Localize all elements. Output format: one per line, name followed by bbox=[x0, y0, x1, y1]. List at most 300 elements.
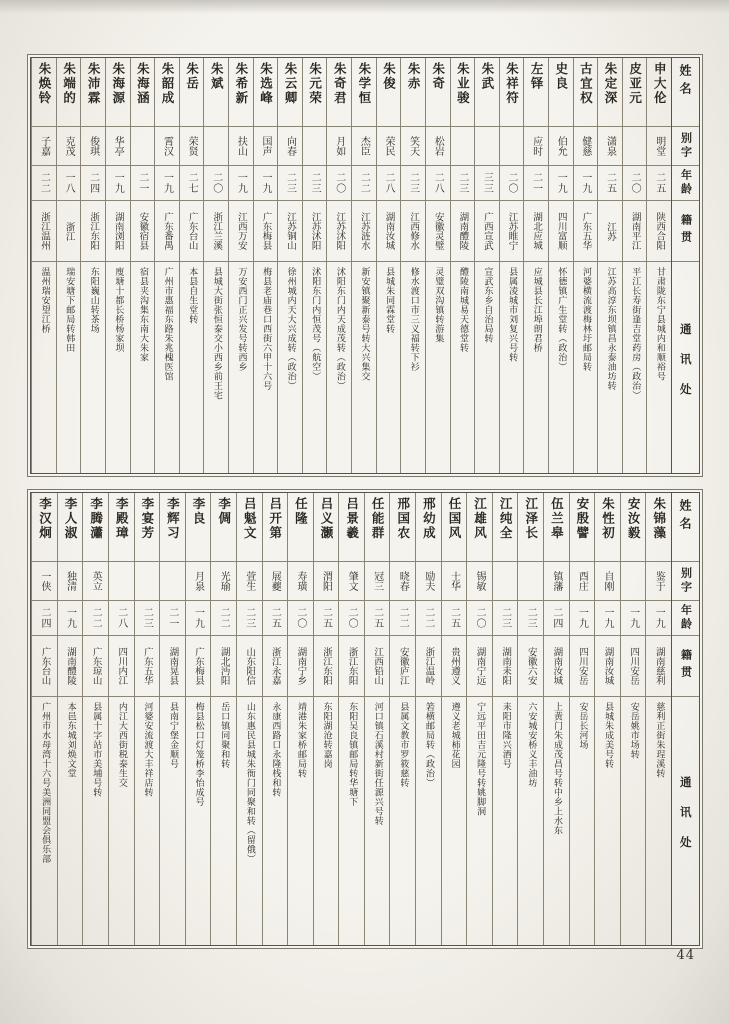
zi-cell bbox=[339, 562, 364, 601]
age-text: 二四 bbox=[87, 172, 99, 194]
age-text: 二五 bbox=[269, 607, 281, 629]
addr-text: 梅县松口灯笼桥李怡成号 bbox=[193, 702, 204, 807]
name-cell bbox=[229, 58, 253, 127]
person-column bbox=[364, 493, 390, 945]
native-cell bbox=[574, 201, 598, 262]
zi-cell bbox=[426, 127, 450, 166]
native-cell bbox=[598, 201, 622, 262]
native-text: 湖南晃县 bbox=[167, 647, 179, 685]
age-cell bbox=[155, 166, 179, 201]
addr-text: 永康西路口永隆栈和转 bbox=[270, 702, 281, 797]
age-text: 二一 bbox=[166, 607, 178, 629]
addr-cell bbox=[518, 697, 543, 945]
addr-text: 本县自生堂转 bbox=[187, 267, 198, 324]
zi-text: 晓春 bbox=[397, 571, 409, 591]
zi-cell bbox=[57, 127, 81, 166]
header-column bbox=[671, 493, 699, 945]
native-text: 四川安岳 bbox=[628, 647, 640, 685]
name-text: 江雄风 bbox=[472, 497, 488, 541]
age-text: 二四 bbox=[38, 607, 50, 629]
addr-cell bbox=[598, 262, 622, 473]
addr-text: 六安城安桥义丰油坊 bbox=[526, 702, 537, 788]
person-column bbox=[56, 58, 81, 473]
name-text: 安殷譬 bbox=[574, 497, 590, 541]
zi-text: 镇藩 bbox=[550, 571, 562, 591]
addr-cell bbox=[237, 697, 262, 945]
native-text: 广东琼山 bbox=[90, 647, 102, 685]
zi-cell bbox=[451, 127, 475, 166]
addr-text: 新安镇聚新泰号转大兴集交 bbox=[359, 267, 370, 381]
addr-cell bbox=[57, 262, 81, 473]
addr-text: 县城朱同霖堂转 bbox=[384, 267, 395, 334]
name-cell bbox=[426, 58, 450, 127]
addr-text: 岳口镇同聚和转 bbox=[219, 702, 230, 769]
age-cell bbox=[574, 166, 598, 201]
age-cell bbox=[598, 166, 622, 201]
native-text: 广东台山 bbox=[39, 647, 51, 685]
native-cell bbox=[500, 201, 524, 262]
name-text: 朱俊 bbox=[381, 62, 397, 91]
zi-cell bbox=[278, 127, 302, 166]
age-cell bbox=[377, 166, 401, 201]
age-cell bbox=[467, 601, 492, 636]
name-text: 朱奇君 bbox=[332, 62, 348, 106]
native-text: 湖南醴陵 bbox=[457, 212, 469, 250]
native-text: 江西修水 bbox=[408, 212, 420, 250]
zi-text: 伯允 bbox=[555, 136, 567, 156]
native-text: 浙江温岭 bbox=[423, 647, 435, 685]
age-cell bbox=[570, 601, 595, 636]
addr-cell bbox=[254, 262, 278, 473]
native-text: 四川富顺 bbox=[555, 212, 567, 250]
name-text: 任隆 bbox=[293, 497, 309, 526]
addr-cell bbox=[467, 697, 492, 945]
addr-text: 灵璧双沟镇转游集 bbox=[433, 267, 444, 343]
native-text: 湖南慈利 bbox=[653, 647, 665, 685]
addr-text: 沭阳东门内天成茂转（政治） bbox=[334, 267, 345, 391]
name-cell bbox=[442, 493, 467, 562]
person-column bbox=[450, 58, 475, 473]
native-text: 浙江永嘉 bbox=[269, 647, 281, 685]
native-cell bbox=[416, 636, 441, 697]
native-cell bbox=[278, 201, 302, 262]
native-cell bbox=[314, 636, 339, 697]
age-cell bbox=[186, 601, 211, 636]
age-cell bbox=[595, 601, 620, 636]
name-text: 安汝毅 bbox=[626, 497, 642, 541]
zi-text: 萱生 bbox=[243, 571, 255, 591]
zi-cell bbox=[186, 562, 211, 601]
native-cell bbox=[365, 636, 390, 697]
native-cell bbox=[155, 201, 179, 262]
zi-cell bbox=[595, 562, 620, 601]
name-text: 申大伦 bbox=[652, 62, 668, 106]
name-text: 李辉习 bbox=[165, 497, 181, 541]
native-text: 湖南汝城 bbox=[383, 212, 395, 250]
age-cell bbox=[254, 166, 278, 201]
age-cell bbox=[451, 166, 475, 201]
name-text: 皮亚元 bbox=[627, 62, 643, 106]
native-text: 广东五华 bbox=[580, 212, 592, 250]
name-cell bbox=[288, 493, 313, 562]
header-label-age: 年龄 bbox=[679, 169, 693, 197]
addr-cell bbox=[595, 697, 620, 945]
zi-cell bbox=[401, 127, 425, 166]
age-text: 二二 bbox=[358, 172, 370, 194]
native-cell bbox=[237, 636, 262, 697]
name-text: 左铎 bbox=[529, 62, 545, 91]
person-column bbox=[179, 58, 204, 473]
name-text: 朱赤 bbox=[406, 62, 422, 91]
native-text: 湖南宁乡 bbox=[295, 647, 307, 685]
addr-text: 梅县老庙巷口西街六甲十六号 bbox=[261, 267, 272, 391]
native-cell bbox=[623, 201, 647, 262]
name-cell bbox=[263, 493, 288, 562]
addr-cell bbox=[377, 262, 401, 473]
addr-text: 廋塘十都长桥杨家坝 bbox=[113, 267, 124, 353]
addr-cell bbox=[416, 697, 441, 945]
native-text: 广东梅县 bbox=[193, 647, 205, 685]
addr-text: 河口镇石溪村新街任源兴号转 bbox=[372, 702, 383, 826]
header-cell-address bbox=[672, 262, 699, 473]
native-cell bbox=[229, 201, 253, 262]
native-text: 广东番禺 bbox=[162, 212, 173, 250]
native-text: 江苏铜山 bbox=[285, 212, 297, 250]
addr-text: 县属文教市罗筱慈转 bbox=[398, 702, 409, 788]
native-text: 安徽宿县 bbox=[137, 212, 149, 250]
native-cell bbox=[493, 636, 518, 697]
person-column bbox=[543, 493, 569, 945]
zi-text: 杰臣 bbox=[358, 136, 370, 156]
native-text: 浙江东阳 bbox=[88, 212, 100, 250]
name-cell bbox=[254, 58, 278, 127]
native-text: 浙江东阳 bbox=[346, 647, 358, 685]
age-text: 二八 bbox=[432, 172, 444, 194]
native-cell bbox=[621, 636, 646, 697]
age-cell bbox=[180, 166, 204, 201]
name-cell bbox=[401, 58, 425, 127]
person-column bbox=[573, 58, 598, 473]
age-cell bbox=[401, 166, 425, 201]
person-column bbox=[210, 493, 236, 945]
person-column bbox=[262, 493, 288, 945]
native-cell bbox=[401, 201, 425, 262]
zi-text: 俊琪 bbox=[87, 136, 99, 156]
age-text: 二二 bbox=[38, 172, 50, 194]
addr-text: 县南宁堡金顺号 bbox=[168, 702, 179, 769]
native-text: 浙江温州 bbox=[38, 212, 50, 250]
native-text: 江苏沭阳 bbox=[309, 212, 321, 250]
zi-text: 松岩 bbox=[432, 136, 444, 156]
native-cell bbox=[595, 636, 620, 697]
zi-text: 笑天 bbox=[407, 136, 419, 156]
zi-cell bbox=[416, 562, 441, 601]
addr-text: 县城大街张恒泰交小西乡前王宅 bbox=[211, 267, 222, 400]
native-cell bbox=[570, 636, 595, 697]
addr-text: 万安西门正兴发号转西乡 bbox=[236, 267, 247, 372]
addr-text: 宿县夹沟集东南大朱家 bbox=[138, 267, 149, 362]
name-text: 吕开第 bbox=[267, 497, 283, 541]
addr-text: 瑞安塘下邮局转韩田 bbox=[64, 267, 75, 353]
age-text: 二一 bbox=[530, 172, 542, 194]
age-cell bbox=[109, 601, 134, 636]
native-text: 广东台山 bbox=[186, 212, 198, 250]
age-text: 一八 bbox=[63, 172, 75, 194]
addr-cell bbox=[83, 697, 108, 945]
zi-cell bbox=[570, 562, 595, 601]
zi-text: 荣民 bbox=[382, 136, 394, 156]
addr-text: 内江大西街税泰生交 bbox=[116, 702, 127, 788]
zi-cell bbox=[647, 127, 671, 166]
age-cell bbox=[278, 166, 302, 201]
native-text: 江西万安 bbox=[235, 212, 247, 250]
name-cell bbox=[365, 493, 390, 562]
age-cell bbox=[83, 601, 108, 636]
addr-text: 怀德镇广生堂转（政治） bbox=[556, 267, 567, 372]
name-text: 朱奇 bbox=[430, 62, 446, 91]
header-label-name: 姓名 bbox=[678, 64, 692, 100]
addr-cell bbox=[500, 262, 524, 473]
age-text: 二〇 bbox=[294, 607, 306, 629]
age-cell bbox=[623, 166, 647, 201]
person-column bbox=[287, 493, 313, 945]
native-cell bbox=[339, 636, 364, 697]
zi-cell bbox=[81, 127, 105, 166]
addr-text: 甘肃陇东宁县城内和顺裕号 bbox=[654, 267, 665, 381]
addr-cell bbox=[106, 262, 130, 473]
name-text: 朱武 bbox=[479, 62, 495, 91]
zi-cell bbox=[314, 562, 339, 601]
addr-text: 徐州城内天大兴成转（政治） bbox=[285, 267, 296, 391]
person-column bbox=[622, 58, 647, 473]
age-text: 一九 bbox=[259, 172, 271, 194]
header-label-courtesy-name: 别字 bbox=[679, 567, 693, 595]
native-cell bbox=[131, 201, 155, 262]
name-text: 古宜权 bbox=[578, 62, 594, 106]
addr-cell bbox=[180, 262, 204, 473]
zi-text: 冠三 bbox=[371, 571, 383, 591]
name-cell bbox=[574, 58, 598, 127]
name-cell bbox=[518, 493, 543, 562]
age-cell bbox=[314, 601, 339, 636]
person-column bbox=[523, 58, 548, 473]
addr-cell bbox=[646, 697, 671, 945]
name-text: 朱学恒 bbox=[356, 62, 372, 106]
addr-text: 东阳吴良镇邮局转华塘下 bbox=[347, 702, 358, 807]
addr-text: 广州市惠福东路朱兆槐医馆 bbox=[162, 267, 173, 381]
age-cell bbox=[500, 166, 524, 201]
name-cell bbox=[109, 493, 134, 562]
addr-cell bbox=[426, 262, 450, 473]
native-cell bbox=[254, 201, 278, 262]
name-text: 李宴芳 bbox=[139, 497, 155, 541]
zi-text: 子嘉 bbox=[38, 136, 50, 156]
age-text: 二〇 bbox=[629, 172, 641, 194]
age-text: 二三 bbox=[499, 607, 511, 629]
person-column bbox=[338, 493, 364, 945]
addr-text: 修水渡口市三义福转下衫 bbox=[408, 267, 419, 372]
native-text: 贵州遵义 bbox=[448, 647, 460, 685]
zi-cell bbox=[544, 562, 569, 601]
native-cell bbox=[442, 636, 467, 697]
addr-text: 东阳巍山转茶场 bbox=[88, 267, 99, 334]
native-cell bbox=[186, 636, 211, 697]
native-text: 浙江兰溪 bbox=[211, 212, 223, 250]
person-column bbox=[134, 493, 160, 945]
addr-text: 山东惠民县城朱衙门同聚和转（留俄） bbox=[244, 702, 255, 864]
zi-cell bbox=[204, 127, 228, 166]
addr-cell bbox=[314, 697, 339, 945]
zi-cell bbox=[524, 127, 548, 166]
person-column bbox=[159, 493, 185, 945]
person-column bbox=[130, 58, 155, 473]
addr-cell bbox=[390, 697, 415, 945]
age-cell bbox=[106, 166, 130, 201]
zi-text: 英立 bbox=[90, 571, 102, 591]
header-cell-name bbox=[672, 493, 699, 562]
addr-cell bbox=[229, 262, 253, 473]
name-cell bbox=[237, 493, 262, 562]
age-cell bbox=[303, 166, 327, 201]
native-cell bbox=[204, 201, 228, 262]
native-cell bbox=[263, 636, 288, 697]
name-cell bbox=[303, 58, 327, 127]
native-text: 湖南汝城 bbox=[602, 647, 614, 685]
addr-cell bbox=[475, 262, 499, 473]
zi-cell bbox=[500, 127, 524, 166]
native-text: 湖北应城 bbox=[531, 212, 543, 250]
name-text: 李良 bbox=[191, 497, 207, 526]
name-cell bbox=[81, 58, 105, 127]
addr-cell bbox=[135, 697, 160, 945]
native-cell bbox=[135, 636, 160, 697]
age-text: 二八 bbox=[382, 172, 394, 194]
addr-cell bbox=[32, 697, 57, 945]
name-text: 朱沛霖 bbox=[86, 62, 102, 106]
zi-cell bbox=[211, 562, 236, 601]
age-cell bbox=[426, 166, 450, 201]
age-text: 一九 bbox=[192, 607, 204, 629]
person-column bbox=[80, 58, 105, 473]
addr-cell bbox=[81, 262, 105, 473]
native-cell bbox=[327, 201, 351, 262]
zi-text: 健慈 bbox=[579, 136, 591, 156]
age-text: 一九 bbox=[235, 172, 247, 194]
name-text: 李腾瀟 bbox=[88, 497, 104, 541]
zi-cell bbox=[160, 562, 185, 601]
person-column bbox=[154, 58, 179, 473]
native-text: 浙江东阳 bbox=[320, 647, 332, 685]
native-cell bbox=[32, 636, 57, 697]
header-label-address: 通讯处 bbox=[678, 322, 693, 413]
native-cell bbox=[390, 636, 415, 697]
addr-text: 东阳湖沧转嘉岗 bbox=[321, 702, 332, 769]
name-text: 朱希新 bbox=[233, 62, 249, 106]
zi-cell bbox=[574, 127, 598, 166]
age-text: 二三 bbox=[243, 607, 255, 629]
name-cell bbox=[204, 58, 228, 127]
name-cell bbox=[595, 493, 620, 562]
person-column bbox=[105, 58, 130, 473]
addr-cell bbox=[544, 697, 569, 945]
native-text: 江苏 bbox=[604, 221, 616, 241]
age-cell bbox=[646, 601, 671, 636]
name-cell bbox=[467, 493, 492, 562]
age-text: 一九 bbox=[576, 607, 588, 629]
age-cell bbox=[211, 601, 236, 636]
age-cell bbox=[549, 166, 573, 201]
native-text: 四川内江 bbox=[116, 647, 128, 685]
name-cell bbox=[186, 493, 211, 562]
name-text: 吕义灏 bbox=[318, 497, 334, 541]
zi-cell bbox=[58, 562, 83, 601]
age-text: 一九 bbox=[579, 172, 591, 194]
person-column bbox=[313, 493, 339, 945]
native-text: 湖南宁远 bbox=[474, 647, 486, 685]
addr-cell bbox=[204, 262, 228, 473]
name-text: 李汉炯 bbox=[37, 497, 53, 541]
native-cell bbox=[83, 636, 108, 697]
addr-cell bbox=[549, 262, 573, 473]
native-text: 江西铅山 bbox=[372, 647, 384, 685]
zi-cell bbox=[254, 127, 278, 166]
zi-cell bbox=[549, 127, 573, 166]
name-text: 朱性初 bbox=[600, 497, 616, 541]
name-text: 李倜 bbox=[216, 497, 232, 526]
native-text: 湖南浏阳 bbox=[112, 212, 124, 250]
name-text: 任国风 bbox=[446, 497, 462, 541]
zi-text: 锡敏 bbox=[474, 571, 486, 591]
age-cell bbox=[390, 601, 415, 636]
person-column bbox=[517, 493, 543, 945]
zi-text: 荣贤 bbox=[186, 136, 198, 156]
name-cell bbox=[647, 58, 671, 127]
zi-cell bbox=[288, 562, 313, 601]
name-cell bbox=[32, 58, 56, 127]
age-cell bbox=[524, 166, 548, 201]
age-cell bbox=[81, 166, 105, 201]
name-cell bbox=[58, 493, 83, 562]
zi-cell bbox=[303, 127, 327, 166]
zi-text: 肇文 bbox=[346, 571, 358, 591]
name-cell bbox=[475, 58, 499, 127]
name-text: 吕魁文 bbox=[242, 497, 258, 541]
addr-cell bbox=[155, 262, 179, 473]
zi-cell bbox=[155, 127, 179, 166]
native-cell bbox=[288, 636, 313, 697]
name-text: 朱焕铃 bbox=[36, 62, 52, 106]
zi-text: 自刚 bbox=[602, 571, 614, 591]
age-cell bbox=[647, 166, 671, 201]
age-cell bbox=[131, 166, 155, 201]
person-column bbox=[466, 493, 492, 945]
person-column bbox=[351, 58, 376, 473]
age-cell bbox=[493, 601, 518, 636]
age-text: 二五 bbox=[653, 172, 665, 194]
age-cell bbox=[475, 166, 499, 201]
age-text: 一九 bbox=[112, 172, 124, 194]
age-text: 一九 bbox=[161, 172, 173, 194]
person-column bbox=[548, 58, 573, 473]
zi-cell bbox=[131, 127, 155, 166]
addr-cell bbox=[32, 262, 56, 473]
native-text: 江苏涟水 bbox=[358, 212, 370, 250]
zi-text: 扶山 bbox=[235, 136, 247, 156]
name-cell bbox=[377, 58, 401, 127]
native-text: 江苏沭阳 bbox=[334, 212, 346, 250]
addr-cell bbox=[365, 697, 390, 945]
native-text: 湖南醴陵 bbox=[65, 647, 77, 685]
